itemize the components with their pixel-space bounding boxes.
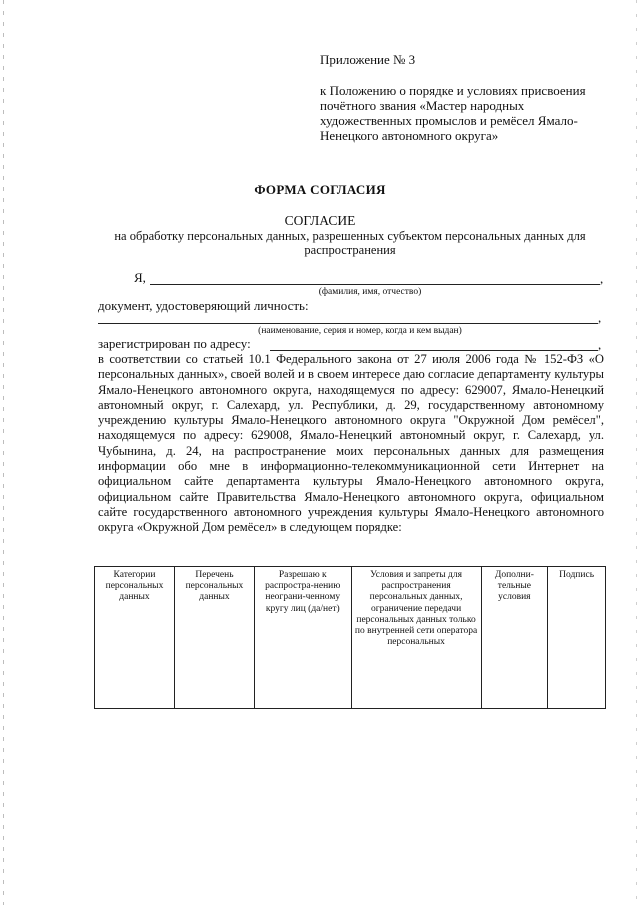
header-conditions: Условия и запреты для распространения персональных данных, ограничение передачи персональных данных только по внутренней сети оператора персональных [351,567,481,709]
registration-field-line[interactable] [270,350,598,351]
document-field-line[interactable] [98,323,598,324]
registration-label: зарегистрирован по адресу: [98,336,251,351]
name-field-line[interactable] [150,284,600,285]
form-title: ФОРМА СОГЛАСИЯ [254,182,386,197]
scan-edge-left [3,0,4,905]
document-hint: (наименование, серия и номер, когда и кем выдан) [258,326,462,336]
document-field-comma: , [598,310,602,325]
header-permission: Разрешаю к распростра-нению неограни-ченному кругу лиц (да/нет) [254,567,351,709]
scan-edge-right [636,0,637,905]
consent-subtitle: на обработку персональных данных, разрешенных субъектом персональных данных для распространения [114,229,586,257]
header-categories: Категории персональных данных [95,567,175,709]
i-label: Я, [134,270,146,285]
appendix-subtitle: к Положению о порядке и условиях присвоения почётного звания «Мастер народных художественных промыслов и ремёсел Ямало-Ненецкого автономного округа» [320,83,586,143]
header-signature: Подпись [548,567,606,709]
document-label: документ, удостоверяющий личность: [98,298,309,313]
header-list: Перечень персональных данных [174,567,254,709]
name-field-comma: , [600,271,604,286]
consent-body-text: в соответствии со статьей 10.1 Федерального закона от 27 июля 2006 года № 152-ФЗ «О персональных данных», своей волей и в своем интересе даю согласие департаменту культуры Ямало-Ненецкого автономного округа, находящемуся по адресу: 629007, Ямало-Ненецкий автономный округ, г. Салехард, ул. Республики, д. 29, государственному автономному учреждению культуры Ямало-Ненецкого автономного округа "Окружной Дом ремёсел", находящемуся по адресу: 629008, Ямало-Ненецкий автономный округ, г. Салехард, ул. Чубынина, д. 24, на распространение моих персональных данных для размещения информации обо мне в информационно-телекоммуникационной сети Интернет на официальном сайте департамента культуры Ямало-Ненецкого автономного округа, официальном сайте Правительства Ямало-Ненецкого автономного округа, официальном сайте государственного автономного учреждения культуры Ямало-Ненецкого автономного округа «Окружной Дом ремёсел» в следующем порядке: [98,352,604,535]
name-hint: (фамилия, имя, отчество) [318,287,422,297]
registration-field-comma: , [598,337,602,352]
table-header-row [95,567,606,709]
consent-table [94,566,606,709]
appendix-title: Приложение № 3 [320,52,416,67]
header-additional: Дополни-тельные условия [481,567,548,709]
appendix-block [320,52,610,143]
consent-title: СОГЛАСИЕ [284,213,356,228]
